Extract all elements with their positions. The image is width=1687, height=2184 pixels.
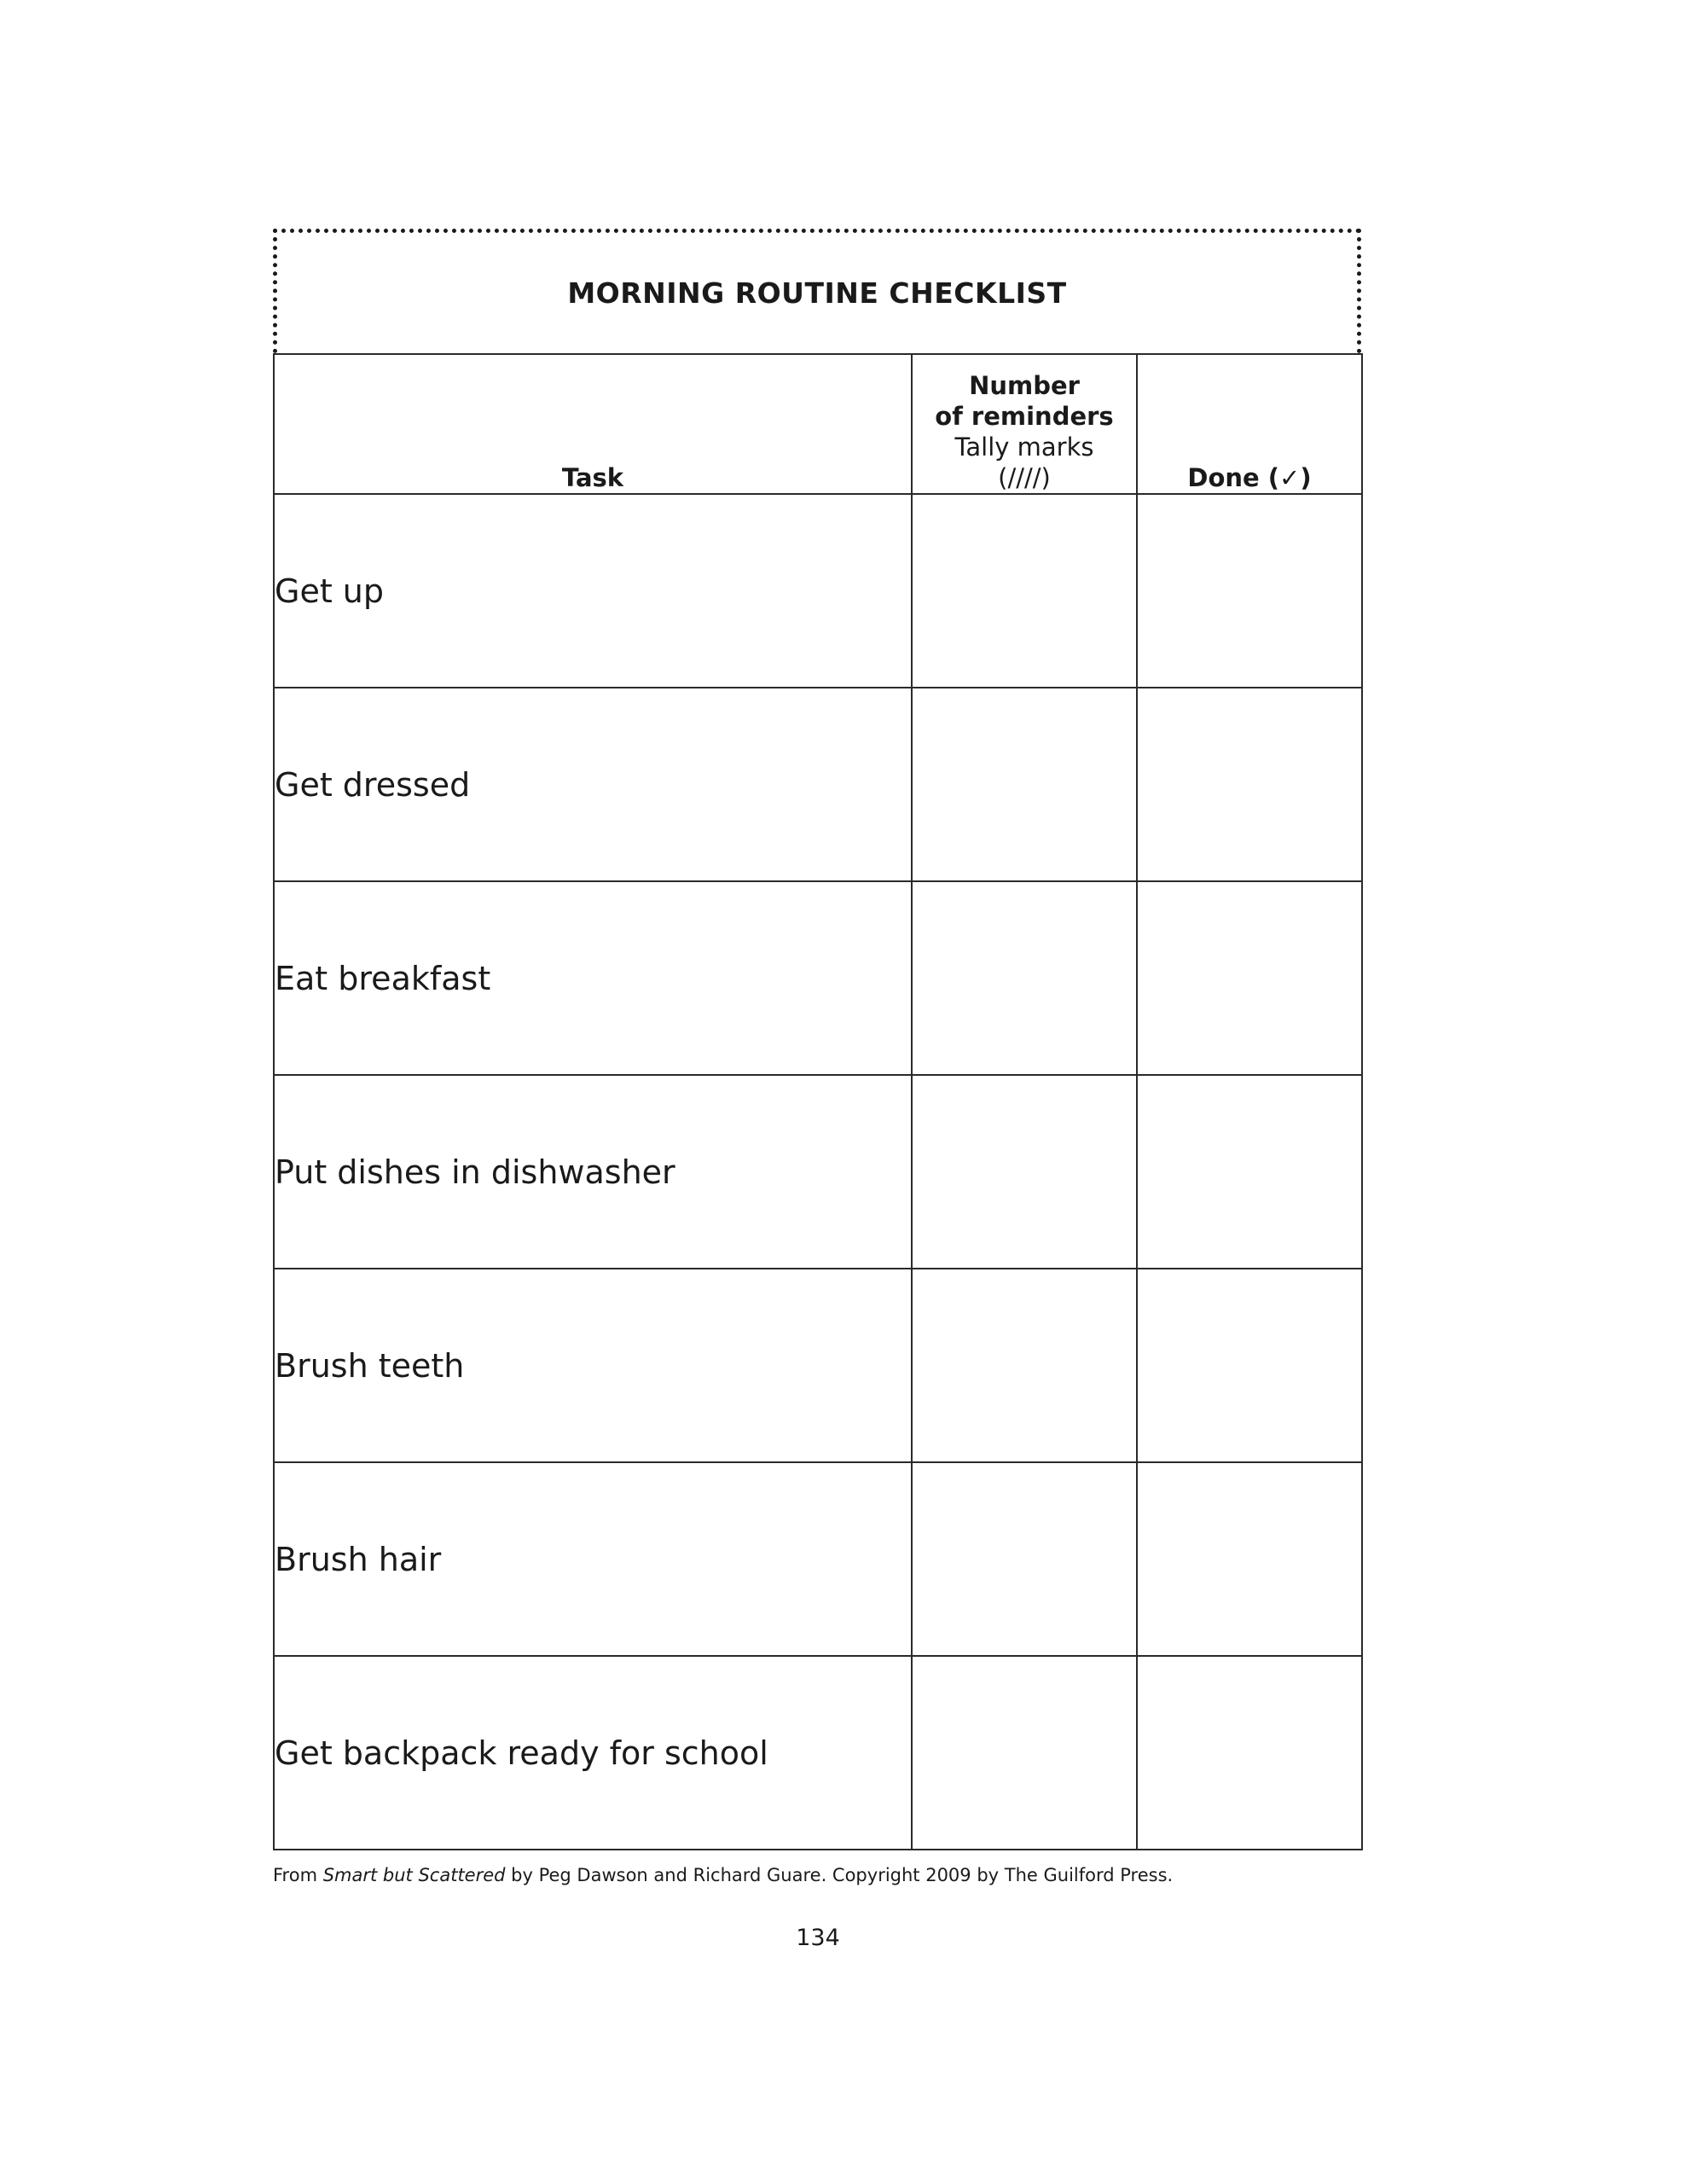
header-row bbox=[274, 354, 1362, 494]
task-cell: Get dressed bbox=[274, 688, 912, 881]
reminders-header-line3: Tally marks bbox=[954, 433, 1094, 462]
task-row bbox=[274, 1269, 1362, 1462]
reminders-tally-cell[interactable] bbox=[912, 1075, 1137, 1269]
reminders-tally-cell[interactable] bbox=[912, 1269, 1137, 1462]
task-cell: Eat breakfast bbox=[274, 881, 912, 1075]
done-check-cell[interactable] bbox=[1137, 1269, 1362, 1462]
copyright-credit bbox=[273, 1865, 1173, 1885]
reminders-tally-cell[interactable] bbox=[912, 688, 1137, 881]
done-column-header bbox=[1137, 354, 1362, 494]
reminders-column-header bbox=[912, 354, 1137, 494]
reminders-tally-cell[interactable] bbox=[912, 881, 1137, 1075]
task-cell: Put dishes in dishwasher bbox=[274, 1075, 912, 1269]
checklist-title: MORNING ROUTINE CHECKLIST bbox=[567, 276, 1067, 310]
done-check-cell[interactable] bbox=[1137, 1075, 1362, 1269]
reminders-tally-cell[interactable] bbox=[912, 494, 1137, 688]
reminders-tally-cell[interactable] bbox=[912, 1462, 1137, 1656]
task-cell: Brush teeth bbox=[274, 1269, 912, 1462]
page-number: 134 bbox=[796, 1925, 840, 1951]
credit-prefix: From bbox=[273, 1865, 323, 1885]
done-check-cell[interactable] bbox=[1137, 494, 1362, 688]
credit-suffix: by Peg Dawson and Richard Guare. Copyright 2009 by The Guilford Press. bbox=[505, 1865, 1174, 1885]
reminders-header-line1: Number bbox=[969, 371, 1080, 400]
task-row bbox=[274, 688, 1362, 881]
task-row bbox=[274, 1656, 1362, 1850]
task-header-label: Task bbox=[561, 463, 624, 492]
reminders-header-line4: (////) bbox=[998, 463, 1051, 492]
task-cell: Get up bbox=[274, 494, 912, 688]
done-check-cell[interactable] bbox=[1137, 1656, 1362, 1850]
task-cell: Get backpack ready for school bbox=[274, 1656, 912, 1850]
task-row bbox=[274, 1075, 1362, 1269]
done-check-cell[interactable] bbox=[1137, 1462, 1362, 1656]
credit-book-title: Smart but Scattered bbox=[322, 1865, 506, 1885]
done-check-cell[interactable] bbox=[1137, 688, 1362, 881]
task-cell: Brush hair bbox=[274, 1462, 912, 1656]
reminders-tally-cell[interactable] bbox=[912, 1656, 1137, 1850]
task-column-header bbox=[274, 354, 912, 494]
task-row bbox=[274, 1462, 1362, 1656]
task-row bbox=[274, 494, 1362, 688]
task-row bbox=[274, 881, 1362, 1075]
done-check-cell[interactable] bbox=[1137, 881, 1362, 1075]
reminders-header-line2: of reminders bbox=[935, 402, 1114, 431]
checklist-title-box bbox=[273, 229, 1361, 353]
done-header-label: Done (✓) bbox=[1187, 463, 1312, 492]
checklist-table bbox=[273, 353, 1363, 1850]
